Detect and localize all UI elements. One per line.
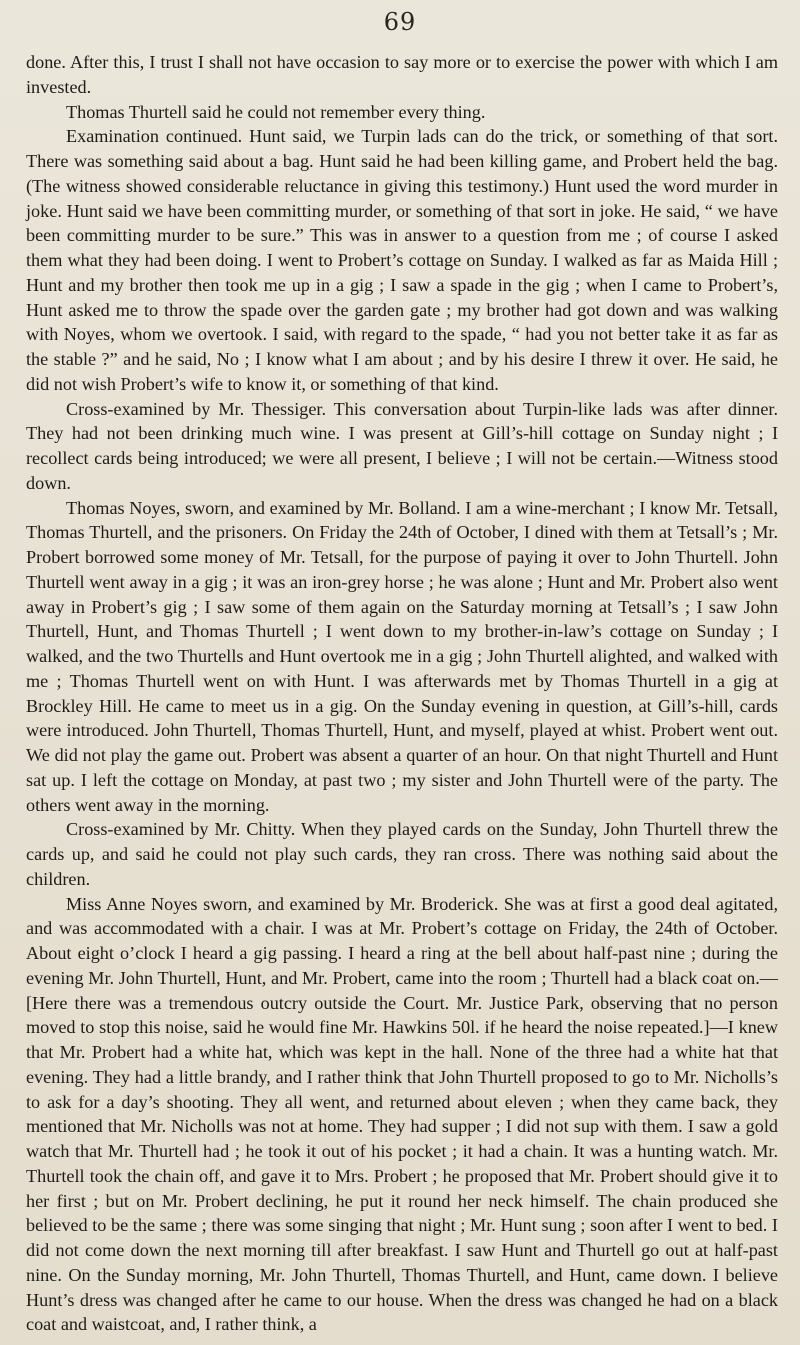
paragraph: Cross-examined by Mr. Chitty. When they played cards on the Sunday, John Thurtell threw the cards up, and said he could not play such cards, they ran cross. There was nothing said about the children. <box>26 819 778 889</box>
paragraph: Examination continued. Hunt said, we Turpin lads can do the trick, or something of that sort. There was something said about a bag. Hunt said he had been killing game, and Probert held the bag. (The witness showed considerable reluctance in giving this testimony.) Hunt used the word murder in joke. Hunt said we have been committing murder, or something of that sort in joke. He said, “ we have been committing murder to be sure.” This was in answer to a question from me ; of course I asked them what they had been doing. I went to Probert’s cottage on Sunday. I walked as far as Maida Hill ; Hunt and my brother then took me up in a gig ; I saw a spade in the gig ; when I came to Probert’s, Hunt asked me to throw the spade over the garden gate ; my brother had got down and was walking with Noyes, whom we overtook. I said, with regard to the spade, “ had you not better take it as far as the stable ?” and he said, No ; I know what I am about ; and by his desire I threw it over. He said, he did not wish Probert’s wife to know it, or something of that kind. <box>26 126 778 394</box>
page-body-text <box>26 50 778 1337</box>
paragraph: Cross-examined by Mr. Thessiger. This conversation about Turpin-like lads was after dinner. They had not been drinking much wine. I was present at Gill’s-hill cottage on Sunday night ; I recollect cards being introduced; we were all present, I believe ; I will not be certain.—Witness stood down. <box>26 398 778 493</box>
paragraph: Miss Anne Noyes sworn, and examined by Mr. Broderick. She was at first a good deal agitated, and was accommodated with a chair. I was at Mr. Probert’s cottage on Friday, the 24th of October. About eight o’clock I heard a gig passing. I heard a ring at the bell about half-past nine ; during the evening Mr. John Thurtell, Hunt, and Mr. Probert, came into the room ; Thurtell had a black coat on.—[Here there was a tremendous outcry outside the Court. Mr. Justice Park, observing that no person moved to stop this noise, said he would fine Mr. Hawkins 50l. if he heard the noise repeated.]—I knew that Mr. Probert had a white hat, which was kept in the hall. None of the three had a white hat that evening. They had a little brandy, and I rather think that John Thurtell proposed to go to Mr. Nicholls’s to ask for a day’s shooting. They all went, and returned about eleven ; when they came back, they mentioned that Mr. Nicholls was not at home. They had supper ; I did not sup with them. I saw a gold watch that Mr. Thurtell had ; he took it out of his pocket ; it had a chain. It was a hunting watch. Mr. Thurtell took the chain off, and gave it to Mrs. Probert ; he proposed that Mr. Probert should give it to her first ; but on Mr. Probert declining, he put it round her neck himself. The chain produced she believed to be the same ; there was some singing that night ; Mr. Hunt sung ; soon after I went to bed. I did not come down the next morning till after breakfast. I saw Hunt and Thurtell go out at half-past nine. On the Sunday morning, Mr. John Thurtell, Thomas Thurtell, and Hunt, came down. I believe Hunt’s dress was changed after he came to our house. When the dress was changed he had on a black coat and waistcoat, and, I rather think, a <box>26 893 778 1335</box>
page-number: 69 <box>383 8 417 36</box>
paragraph: done. After this, I trust I shall not have occasion to say more or to exercise the power with which I am invested. <box>26 52 778 97</box>
paragraph: Thomas Thurtell said he could not remember every thing. <box>66 101 486 122</box>
paragraph: Thomas Noyes, sworn, and examined by Mr. Bolland. I am a wine-merchant ; I know Mr. Tetsall, Thomas Thurtell, and the prisoners. On Friday the 24th of October, I dined with them at Tetsall’s ; Mr. Probert borrowed some money of Mr. Tetsall, for the purpose of paying it over to John Thurtell. John Thurtell went away in a gig ; it was an iron-grey horse ; he was alone ; Hunt and Mr. Probert also went away in Probert’s gig ; I saw some of them again on the Saturday morning at Tetsall’s ; I saw John Thurtell, Hunt, and Thomas Thurtell ; I went down to my brother-in-law’s cottage on Sunday ; I walked, and the two Thurtells and Hunt overtook me in a gig ; John Thurtell alighted, and walked with me ; Thomas Thurtell went on with Hunt. I was afterwards met by Thomas Thurtell in a gig at Brockley Hill. He came to meet us in a gig. On the Sunday evening in question, at Gill’s-hill, cards were introduced. John Thurtell, Thomas Thurtell, Hunt, and myself, played at whist. Probert went out. We did not play the game out. Probert was absent a quarter of an hour. On that night Thurtell and Hunt sat up. I left the cottage on Monday, at past two ; my sister and John Thurtell were of the party. The others went away in the morning. <box>26 497 778 815</box>
